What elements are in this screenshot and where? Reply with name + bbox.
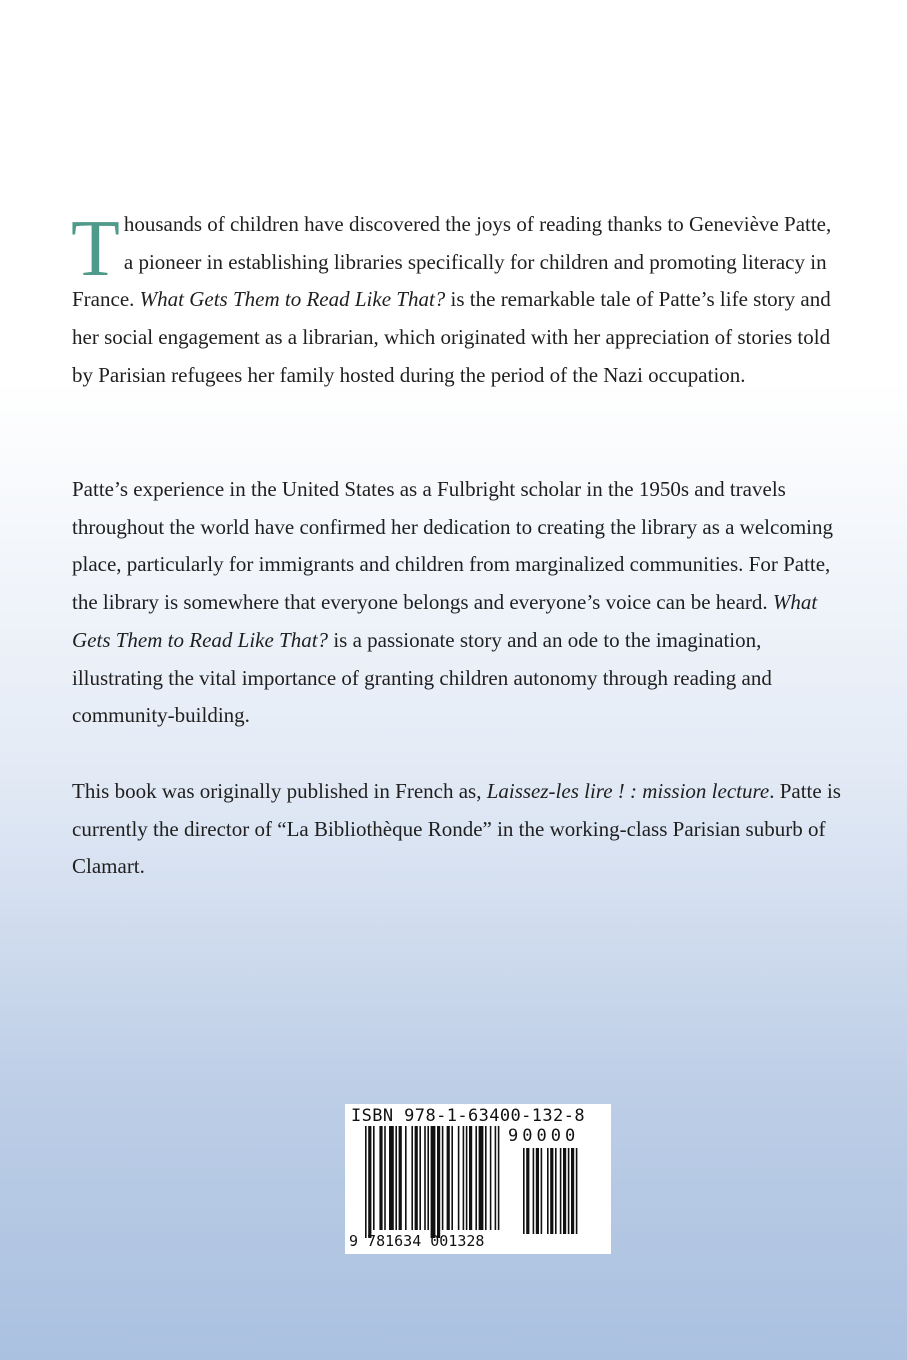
barcode-bar — [498, 1126, 500, 1230]
description-paragraph-3 — [72, 773, 842, 886]
barcode-addon-bar — [568, 1148, 570, 1234]
barcode-addon-bar — [571, 1148, 574, 1234]
barcode-bar — [475, 1126, 477, 1230]
book-title: What Gets Them to Read Like That? — [139, 287, 446, 312]
isbn-barcode — [345, 1104, 611, 1254]
barcode-bar — [373, 1126, 375, 1230]
paragraph-2-text-end: is a passionate story and an ode to the imagination, illustrating the vital importance of granting children autonomy through reading and community-building. — [72, 627, 772, 728]
original-french-title: Laissez-les lire ! : mission lecture — [486, 779, 770, 803]
barcode-bar — [485, 1126, 487, 1230]
barcode-addon-bar — [550, 1148, 553, 1234]
paragraph-3-text: This book was originally published in French as, — [72, 779, 487, 803]
barcode-bar — [415, 1126, 418, 1230]
barcode-bar — [437, 1126, 440, 1238]
barcode-bar — [431, 1126, 436, 1238]
barcode-bar — [458, 1126, 460, 1230]
barcode-bar — [424, 1126, 426, 1230]
paragraph-3-text-end: . Patte is currently the director of “La Bibliothèque Ronde” in the working-class Parisian suburb of Clamart. — [72, 779, 841, 879]
barcode-bar — [384, 1126, 386, 1230]
description-paragraph-2 — [72, 471, 842, 735]
barcode-bar — [419, 1126, 421, 1230]
barcode-addon-bar — [555, 1148, 557, 1234]
barcode-bar — [466, 1126, 468, 1230]
barcode-addon-bar — [536, 1148, 539, 1234]
description-paragraph-1 — [72, 206, 842, 395]
barcode-addon-bar — [533, 1148, 535, 1234]
paragraph-2-text: Patte’s experience in the United States as a Fulbright scholar in the 1950s and travels throughout the world have confirmed her dedication to creating the library as a welcoming place, particularly for immigrants and children from marginalized communities. For Patte, the library is somewhere that everyone belongs and everyone’s voice can be heard. — [72, 477, 833, 615]
barcode-bar — [469, 1126, 472, 1230]
barcode-bar — [405, 1126, 407, 1230]
barcode-bar — [442, 1126, 444, 1230]
barcode-bar — [479, 1126, 484, 1230]
barcode-bar — [365, 1126, 367, 1238]
barcode-bar — [451, 1126, 453, 1230]
barcode-bar — [379, 1126, 382, 1230]
price-code: 90000 — [508, 1126, 580, 1146]
barcode-addon-bar — [526, 1148, 529, 1234]
barcode-addon-bar — [547, 1148, 549, 1234]
barcode-bar — [447, 1126, 450, 1230]
barcode-addon-bar — [563, 1148, 566, 1234]
barcode-addon-bar — [560, 1148, 562, 1234]
paragraph-1-text-end: is the remarkable tale of Patte’s life story and her social engagement as a librarian, which originated with her appreciation of stories told by Parisian refugees her family hosted during the period of the Nazi occupation. — [72, 287, 831, 387]
drop-cap: T — [71, 205, 120, 293]
paragraph-1-text: housands of children have discovered the joys of reading thanks to Geneviève Patte, a pioneer in establishing libraries specifically for children and promoting literacy in France. — [72, 212, 832, 312]
barcode-bar — [395, 1126, 397, 1230]
barcode-bar — [490, 1126, 492, 1230]
barcode-bar — [463, 1126, 465, 1230]
isbn-label: ISBN 978-1-63400-132-8 — [351, 1106, 585, 1126]
barcode-bar — [399, 1126, 402, 1230]
barcode-bar — [495, 1126, 497, 1230]
barcode-addon-bar — [541, 1148, 543, 1234]
barcode-addon-bar — [523, 1148, 525, 1234]
barcode-addon-bar — [576, 1148, 578, 1234]
barcode-bar — [427, 1126, 429, 1230]
barcode-bar — [389, 1126, 394, 1230]
barcode-bar — [411, 1126, 413, 1230]
book-title: What Gets Them to Read Like That? — [72, 590, 818, 652]
ean-digits: 9 781634 001328 — [349, 1232, 485, 1250]
barcode-bar — [368, 1126, 371, 1238]
